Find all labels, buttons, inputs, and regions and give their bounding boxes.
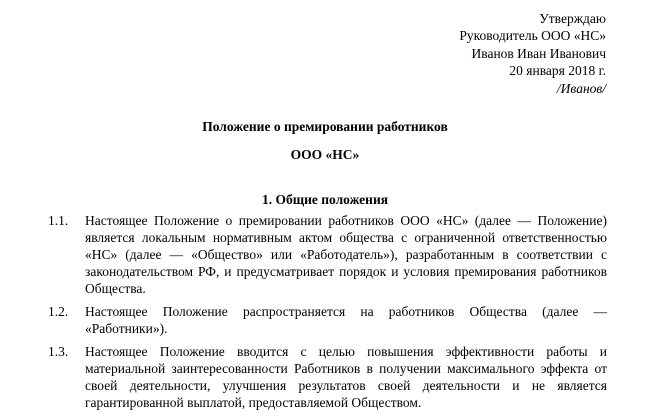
document-organization: ООО «НС» [290, 147, 360, 162]
approval-block [459, 10, 606, 97]
document-title: Положение о премировании работников [202, 119, 448, 134]
item-text: Настоящее Положение распространяется на работников Общества (далее — «Работники»). [85, 304, 607, 336]
section-items [48, 212, 607, 417]
approval-date: 20 января 2018 г. [509, 63, 606, 79]
approver-name: Иванов Иван Иванович [471, 45, 606, 61]
approval-heading: Утверждаю [539, 11, 606, 26]
item-text: Настоящее Положение вводится с целью повышения эффективности работы и материальной заинтересованности Работников в получении максимального эффекта от своей деятельности, улучшения результатов своей деятельности и не является гарантированной выплатой, предоставляемой Обществом. [85, 344, 607, 410]
approver-position: Руководитель ООО «НС» [459, 28, 606, 44]
item-number: 1.1. [48, 213, 69, 228]
approver-signature: /Иванов/ [556, 80, 606, 96]
list-item [48, 303, 607, 337]
item-number: 1.3. [48, 344, 69, 359]
section-heading: 1. Общие положения [261, 192, 389, 207]
item-text: Настоящее Положение о премировании работников ООО «НС» (далее — Положение) является локальным нормативным актом общества с ограниченной ответственностью «НС» (далее — «Общество» или «Работодатель»), разработанным в соответствии с законодательством РФ, и предусматривает порядок и условия премирования работников Общества. [85, 213, 607, 296]
list-item [48, 212, 607, 297]
list-item [48, 343, 607, 411]
item-number: 1.2. [48, 304, 69, 319]
